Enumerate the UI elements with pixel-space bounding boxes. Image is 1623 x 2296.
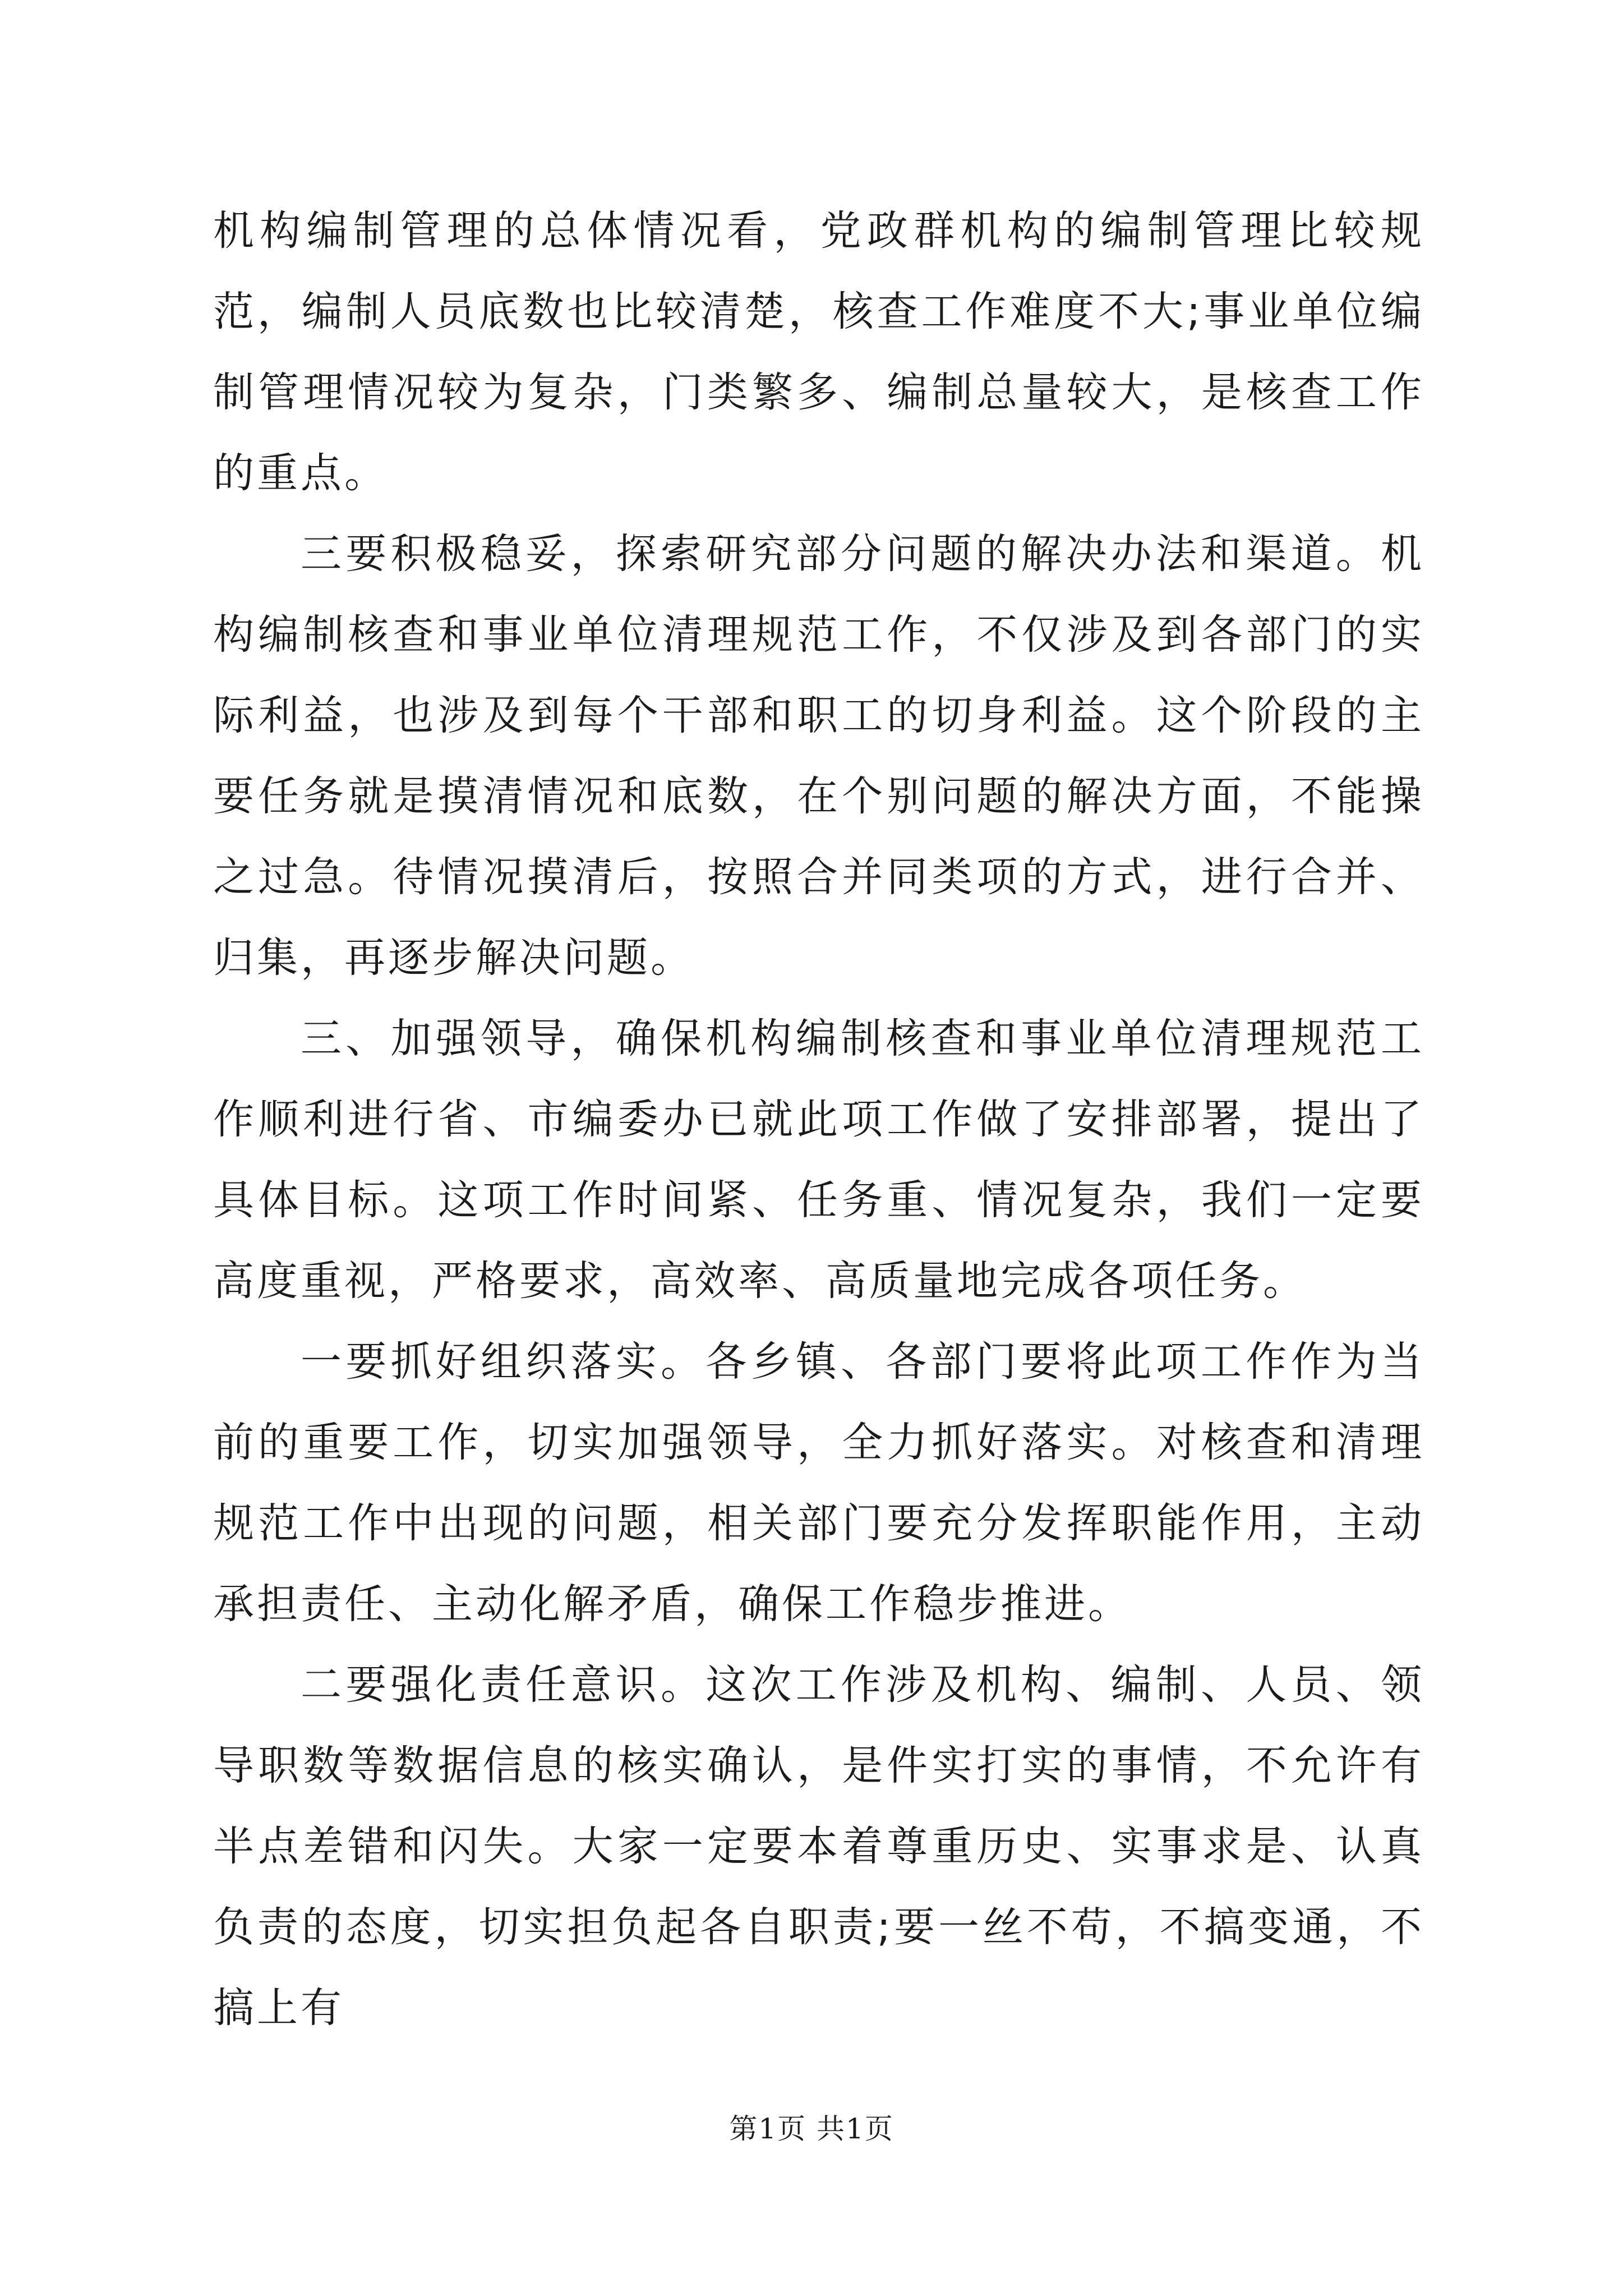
paragraph-2: 三要积极稳妥，探索研究部分问题的解决办法和渠道。机构编制核查和事业单位清理规范工作，不仅涉及到各部门的实际利益，也涉及到每个干部和职工的切身利益。这个阶段的主要任务就是摸清情况和底数，在个别问题的解决方面，不能操之过急。待情况摸清后，按照合并同类项的方式，进行合并、归集，再逐步解决问题。 <box>213 530 1424 982</box>
paragraph-1: 机构编制管理的总体情况看，党政群机构的编制管理比较规范，编制人员底数也比较清楚，核查工作难度不大;事业单位编制管理情况较为复杂，门类繁多、编制总量较大，是核查工作的重点。 <box>213 207 1424 497</box>
paragraph-3: 三、加强领导，确保机构编制核查和事业单位清理规范工作顺利进行省、市编委办已就此项工作做了安排部署，提出了具体目标。这项工作时间紧、任务重、情况复杂，我们一定要高度重视，严格要求，高效率、高质量地完成各项任务。 <box>213 1015 1424 1305</box>
page-footer: 第1页 共1页 <box>729 2113 894 2145</box>
document-body <box>213 191 1424 2049</box>
paragraph-5: 二要强化责任意识。这次工作涉及机构、编制、人员、领导职数等数据信息的核实确认，是件实打实的事情，不允许有半点差错和闪失。大家一定要本着尊重历史、实事求是、认真负责的态度，切实担负起各自职责;要一丝不苟，不搞变通，不搞上有 <box>213 1661 1424 2032</box>
paragraph-4: 一要抓好组织落实。各乡镇、各部门要将此项工作作为当前的重要工作，切实加强领导，全力抓好落实。对核查和清理规范工作中出现的问题，相关部门要充分发挥职能作用，主动承担责任、主动化解矛盾，确保工作稳步推进。 <box>213 1338 1424 1628</box>
